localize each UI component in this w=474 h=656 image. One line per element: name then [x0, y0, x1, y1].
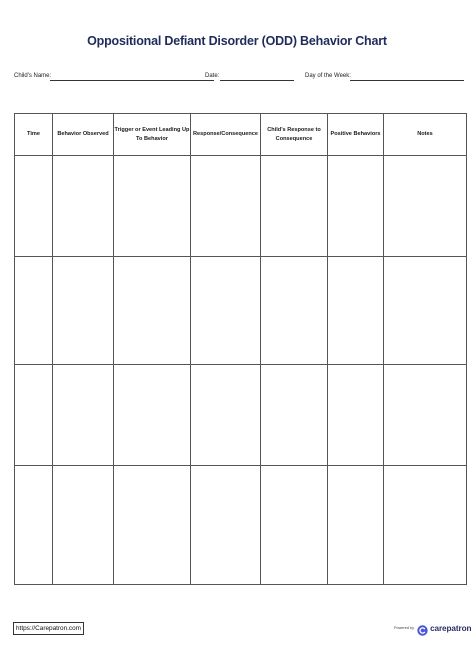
table-row — [15, 466, 467, 585]
table-cell[interactable] — [384, 466, 467, 585]
behavior-chart-table — [14, 113, 467, 585]
carepatron-logo-icon — [417, 623, 428, 634]
header-time: Time — [15, 114, 53, 156]
table-cell[interactable] — [53, 156, 114, 257]
header-notes: Notes — [384, 114, 467, 156]
header-positive-behaviors: Positive Behaviors — [328, 114, 384, 156]
day-of-week-label: Day of the Week: — [305, 73, 351, 79]
table-cell[interactable] — [15, 365, 53, 466]
table-cell[interactable] — [114, 156, 191, 257]
table-cell[interactable] — [384, 257, 467, 365]
powered-by-brand — [394, 618, 471, 638]
child-name-field[interactable] — [50, 80, 214, 81]
header-behavior-observed: Behavior Observed — [53, 114, 114, 156]
table-cell[interactable] — [384, 365, 467, 466]
table-cell[interactable] — [15, 257, 53, 365]
header-childs-response: Child's Response to Consequence — [261, 114, 328, 156]
table-cell[interactable] — [114, 466, 191, 585]
day-of-week-field[interactable] — [350, 80, 464, 81]
child-name-label: Child's Name: — [14, 73, 52, 79]
table-cell[interactable] — [15, 156, 53, 257]
table-row — [15, 365, 467, 466]
table-cell[interactable] — [328, 156, 384, 257]
table-cell[interactable] — [261, 156, 328, 257]
table-cell[interactable] — [191, 365, 261, 466]
table-cell[interactable] — [114, 365, 191, 466]
page-title: Oppositional Defiant Disorder (ODD) Behavior Chart — [87, 33, 387, 49]
info-fields — [14, 73, 460, 85]
table-cell[interactable] — [328, 257, 384, 365]
brand-name: carepatron — [430, 623, 472, 633]
table-cell[interactable] — [328, 466, 384, 585]
table-header-row — [15, 114, 467, 156]
table-cell[interactable] — [53, 365, 114, 466]
table-cell[interactable] — [261, 365, 328, 466]
table-cell[interactable] — [191, 257, 261, 365]
table-cell[interactable] — [384, 156, 467, 257]
table-cell[interactable] — [114, 257, 191, 365]
date-label: Date: — [205, 73, 220, 79]
date-field[interactable] — [220, 80, 294, 81]
table-row — [15, 257, 467, 365]
carepatron-link[interactable]: https://Carepatron.com — [13, 622, 84, 635]
table-cell[interactable] — [261, 466, 328, 585]
powered-by-label: Powered by — [394, 626, 415, 630]
table-cell[interactable] — [328, 365, 384, 466]
table-cell[interactable] — [53, 466, 114, 585]
table-cell[interactable] — [261, 257, 328, 365]
table-cell[interactable] — [15, 466, 53, 585]
table-cell[interactable] — [191, 466, 261, 585]
table-row — [15, 156, 467, 257]
table-cell[interactable] — [53, 257, 114, 365]
header-response-consequence: Response/Consequence — [191, 114, 261, 156]
table-cell[interactable] — [191, 156, 261, 257]
header-trigger: Trigger or Event Leading Up To Behavior — [114, 114, 191, 156]
